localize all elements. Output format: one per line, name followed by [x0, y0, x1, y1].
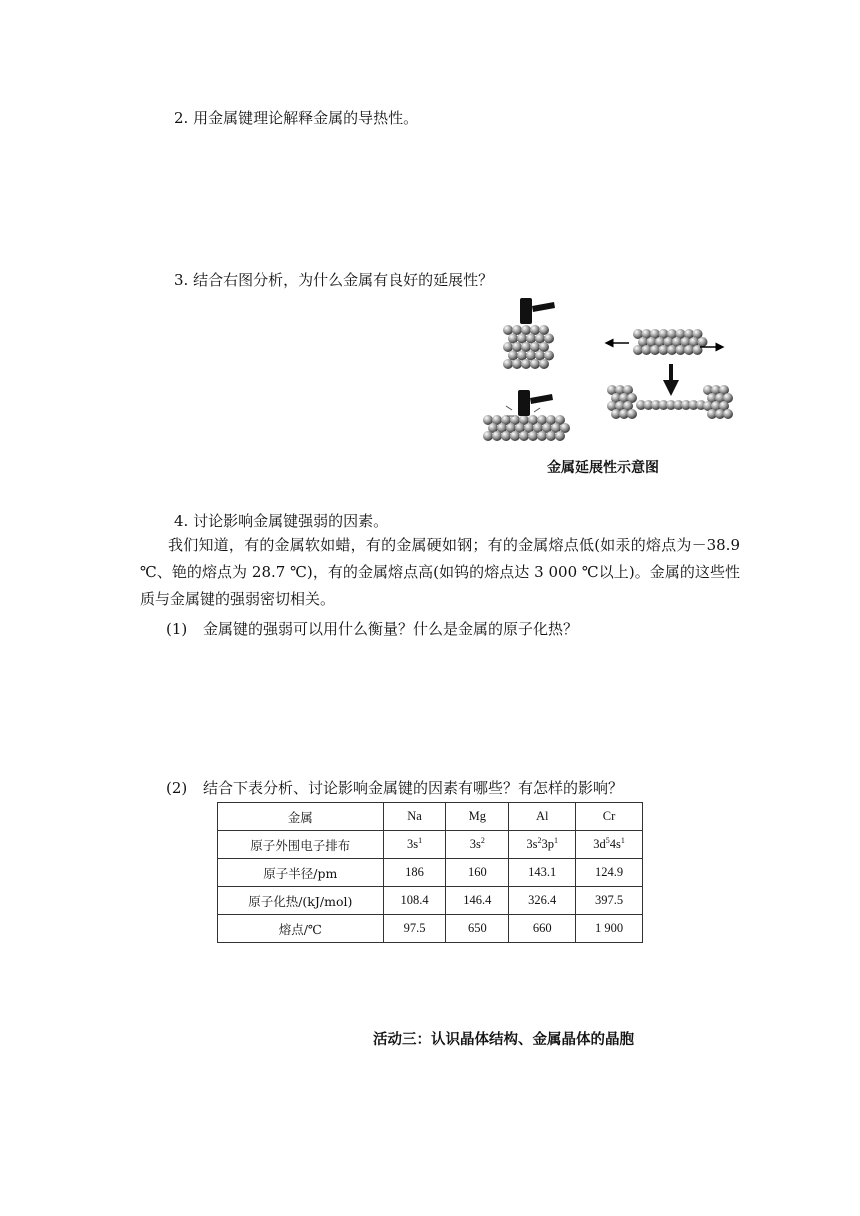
- table-header-cell: Na: [383, 803, 446, 831]
- table-header-cell: Al: [509, 803, 576, 831]
- metal-properties-table: [217, 802, 643, 943]
- atom-sphere: [508, 351, 518, 361]
- superscript: 2: [537, 836, 542, 845]
- atom-sphere: [517, 334, 527, 344]
- table-row-label: 原子外围电子排布: [218, 831, 384, 859]
- table-cell: 1 900: [576, 915, 643, 943]
- table-row: [218, 859, 643, 887]
- table-row: [218, 915, 643, 943]
- table-cell: 160: [446, 859, 509, 887]
- table-header-cell: 金属: [218, 803, 384, 831]
- atom-sphere: [530, 325, 540, 335]
- atom-sphere: [528, 431, 538, 441]
- sub-question-2-number: (2): [166, 779, 188, 797]
- orbital-label: 4s: [609, 837, 621, 851]
- question-4: 4. 讨论影响金属键强弱的因素。: [174, 512, 389, 530]
- superscript: 5: [605, 836, 610, 845]
- table-cell: 143.1: [509, 859, 576, 887]
- orbital-label: 3d: [593, 837, 606, 851]
- atom-sphere: [521, 342, 531, 352]
- atom-sphere: [521, 359, 531, 369]
- atom-sphere: [519, 431, 529, 441]
- sub-question-1: 金属键的强弱可以用什么衡量？什么是金属的原子化热？: [203, 620, 579, 638]
- atom-sphere: [539, 325, 549, 335]
- atom-sphere: [544, 351, 554, 361]
- atom-sphere: [501, 431, 511, 441]
- atom-sphere: [546, 431, 556, 441]
- atom-sphere: [512, 342, 522, 352]
- atom-sphere: [510, 431, 520, 441]
- sub-question-2: 结合下表分析、讨论影响金属键的因素有哪些？有怎样的影响？: [203, 779, 624, 797]
- superscript: 2: [480, 836, 485, 845]
- atom-sphere: [517, 351, 527, 361]
- table-header-cell: Mg: [446, 803, 509, 831]
- atom-sphere: [544, 334, 554, 344]
- superscript: 1: [418, 836, 423, 845]
- table-cell: 108.4: [383, 887, 446, 915]
- orbital-label: 3p: [541, 837, 554, 851]
- atom-sphere: [537, 431, 547, 441]
- table-row-label: 熔点/℃: [218, 915, 384, 943]
- table-cell: 326.4: [509, 887, 576, 915]
- table-row: [218, 887, 643, 915]
- atom-sphere: [535, 351, 545, 361]
- table-header-row: [218, 803, 643, 831]
- atom-sphere: [503, 325, 513, 335]
- table-cell: 650: [446, 915, 509, 943]
- sub-question-1-number: (1): [166, 620, 188, 638]
- table-cell: [383, 831, 446, 859]
- activity-3-heading: 活动三：认识晶体结构、金属晶体的晶胞: [373, 1032, 634, 1048]
- table-cell: 660: [509, 915, 576, 943]
- atom-sphere: [555, 431, 565, 441]
- atom-sphere: [483, 431, 493, 441]
- hammer-strike-icon: [506, 390, 553, 416]
- atom-sphere: [526, 334, 536, 344]
- superscript: 1: [620, 836, 625, 845]
- down-arrow-icon: [663, 364, 679, 396]
- atom-sphere: [521, 325, 531, 335]
- atom-sphere: [526, 351, 536, 361]
- atom-sphere: [503, 342, 513, 352]
- orbital-label: 3s: [406, 837, 419, 851]
- table-cell: 124.9: [576, 859, 643, 887]
- orbital-label: 3s: [526, 837, 538, 851]
- question-3: 3. 结合右图分析，为什么金属有良好的延展性？: [174, 271, 494, 289]
- orbital-label: 3s: [469, 837, 481, 851]
- figure-caption: 金属延展性示意图: [547, 460, 659, 476]
- table-cell: 397.5: [576, 887, 643, 915]
- atom-sphere: [512, 359, 522, 369]
- hammer-icon: [520, 298, 555, 324]
- table-header-cell: Cr: [576, 803, 643, 831]
- table-row: [218, 831, 643, 859]
- table-cell: 97.5: [383, 915, 446, 943]
- atom-sphere: [723, 409, 733, 419]
- atom-sphere: [539, 342, 549, 352]
- table-row-label: 原子半径/pm: [218, 859, 384, 887]
- atom-sphere: [508, 334, 518, 344]
- atom-sphere: [627, 409, 637, 419]
- body-paragraph: 我们知道，有的金属软如蜡，有的金属硬如钢；有的金属熔点低(如汞的熔点为－38.9 ℃、铯的熔点为 28.7 ℃)，有的金属熔点高(如钨的熔点达 3 000 ℃以上)。金属的这些性质与金属键的强弱密切相关。: [140, 536, 740, 608]
- atom-sphere: [512, 325, 522, 335]
- atom-sphere: [535, 334, 545, 344]
- table-cell: [446, 831, 509, 859]
- atom-sphere: [539, 359, 549, 369]
- question-2: 2. 用金属键理论解释金属的导热性。: [174, 109, 419, 127]
- superscript: 1: [554, 836, 558, 845]
- atom-sphere: [530, 359, 540, 369]
- table-cell: [509, 831, 576, 859]
- table-row-label: 原子化热/(kJ/mol): [218, 887, 384, 915]
- table-cell: [576, 831, 643, 859]
- table-cell: 146.4: [446, 887, 509, 915]
- table-cell: 186: [383, 859, 446, 887]
- ductility-figure: [478, 292, 740, 460]
- atom-sphere: [492, 431, 502, 441]
- atom-sphere: [503, 359, 513, 369]
- atom-sphere: [530, 342, 540, 352]
